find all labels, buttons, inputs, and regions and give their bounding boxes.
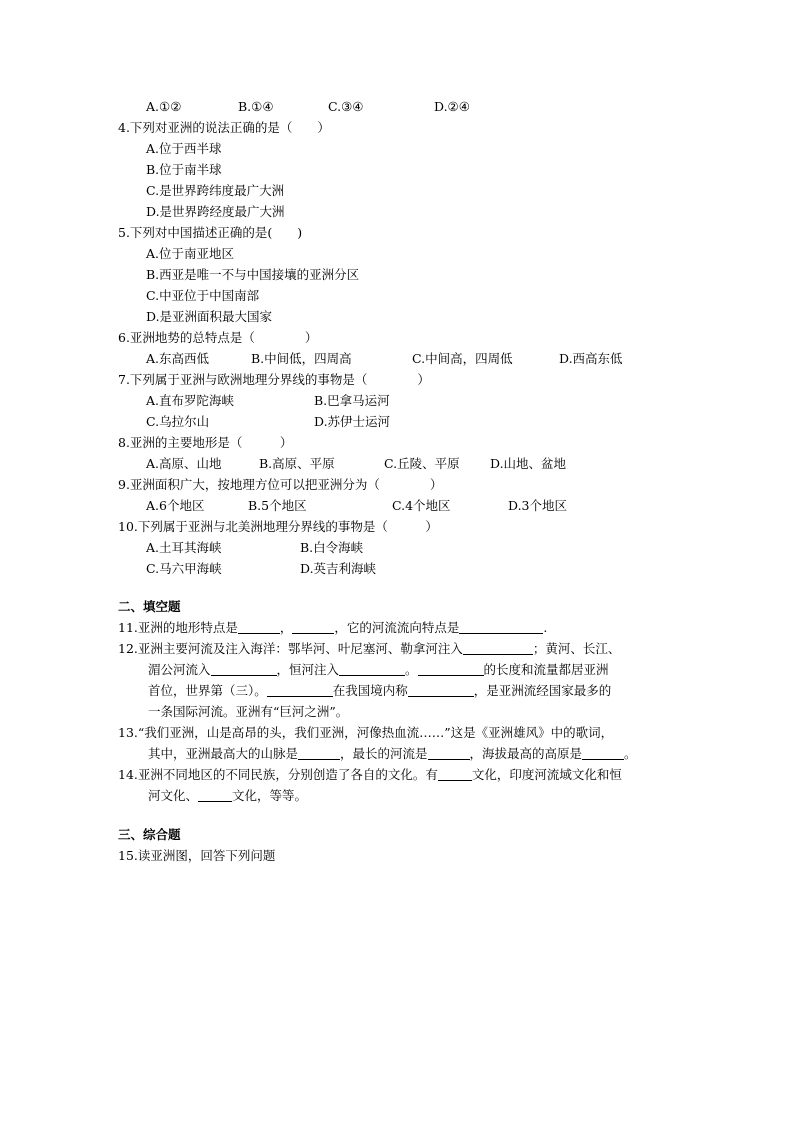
- answer-blank[interactable]: [267, 682, 333, 697]
- answer-blank[interactable]: [238, 619, 280, 634]
- option-d: D.是亚洲面积最大国家: [146, 309, 273, 324]
- question-text: 的长度和流量都居亚洲: [483, 662, 609, 677]
- question-10-stem: 10.下列属于亚洲与北美洲地理分界线的事物是（ ）: [118, 519, 438, 534]
- question-13-line-1: 13.“我们亚洲，山是高昂的头，我们亚洲，河像热血流……”这是《亚洲雄风》中的歌词，: [118, 725, 614, 740]
- question-7-stem: 7.下列属于亚洲与欧洲地理分界线的事物是（ ）: [118, 372, 430, 387]
- question-9-stem: 9.亚洲面积广大，按地理方位可以把亚洲分为（ ）: [118, 477, 443, 492]
- option-c: C.中间高，四周低: [412, 351, 513, 366]
- question-5-stem: 5.下列对中国描述正确的是( ): [118, 225, 303, 240]
- option-d: D.英吉利海峡: [300, 561, 377, 576]
- question-text: 河文化、: [148, 788, 199, 803]
- option-d: D.3个地区: [508, 498, 568, 513]
- question-3-options: [118, 96, 688, 117]
- section-title: 二、填空题: [118, 599, 181, 614]
- question-7-options-row-1: [118, 390, 688, 411]
- question-14-line-1: [118, 764, 688, 785]
- answer-blank[interactable]: [438, 766, 472, 781]
- question-15-stem: 15.读亚洲图，回答下列问题: [118, 848, 276, 863]
- question-text: .: [543, 620, 548, 635]
- option-row: [118, 96, 688, 117]
- question-text: ，恒河注入: [276, 662, 340, 677]
- question-text: 11.亚洲的地形特点是: [118, 620, 238, 635]
- question-10-options-row-1: [118, 537, 688, 558]
- question-text: 。: [624, 746, 637, 761]
- answer-blank[interactable]: [459, 619, 543, 634]
- question-text: ，海拔最高的高原是: [469, 746, 583, 761]
- option-c: C.4个地区: [392, 498, 451, 513]
- question-7-options-row-2: [118, 411, 688, 432]
- answer-blank[interactable]: [463, 640, 533, 655]
- question-8-stem: 8.亚洲的主要地形是（ ）: [118, 435, 293, 450]
- option-b: B.位于南半球: [146, 162, 222, 177]
- option-b: B.白令海峡: [300, 540, 364, 555]
- option-c: C.乌拉尔山: [146, 414, 210, 429]
- option-a: A.直布罗陀海峡: [146, 393, 235, 408]
- question-text: 其中，亚洲最高大的山脉是: [148, 746, 299, 761]
- option-c: C.中亚位于中国南部: [146, 288, 260, 303]
- question-12-line-1: [118, 638, 688, 659]
- question-text: 文化，印度河流域文化和恒: [471, 767, 622, 782]
- option-c: C.丘陵、平原: [384, 456, 460, 471]
- answer-blank[interactable]: [582, 745, 624, 760]
- answer-blank[interactable]: [211, 661, 277, 676]
- option-a: A.位于南亚地区: [146, 246, 235, 261]
- option-b: B.①④: [238, 99, 274, 114]
- option-b: B.中间低，四周高: [251, 351, 352, 366]
- answer-blank[interactable]: [408, 682, 474, 697]
- option-b: B.西亚是唯一不与中国接壤的亚洲分区: [146, 267, 360, 282]
- option-d: D.山地、盆地: [490, 456, 567, 471]
- fill-in-section: [118, 596, 688, 806]
- option-a: A.①②: [146, 99, 182, 114]
- question-text: ，: [279, 620, 293, 635]
- question-text: 12.亚洲主要河流及注入海洋：鄂毕河、叶尼塞河、勒拿河注入: [118, 641, 463, 656]
- question-text: 。: [405, 662, 418, 677]
- answer-blank[interactable]: [418, 661, 484, 676]
- comprehensive-section: [118, 824, 688, 866]
- question-text: 首位，世界第（三）。: [148, 683, 267, 698]
- question-6-options: [118, 348, 688, 369]
- question-10-options-row-2: [118, 558, 688, 579]
- option-b: B.巴拿马运河: [314, 393, 390, 408]
- question-13-line-2: [118, 743, 688, 764]
- question-text: ，最长的河流是: [340, 746, 428, 761]
- option-c: C.是世界跨纬度最广大洲: [146, 183, 285, 198]
- option-a: A.土耳其海峡: [146, 540, 222, 555]
- question-11: [118, 617, 688, 638]
- option-b: B.高原、平原: [259, 456, 335, 471]
- option-d: D.是世界跨经度最广大洲: [146, 204, 285, 219]
- question-9-options: [118, 495, 688, 516]
- question-text: ；黄河、长江、: [532, 641, 621, 656]
- question-12-line-3: [118, 680, 688, 701]
- answer-blank[interactable]: [292, 619, 334, 634]
- question-6-stem: 6.亚洲地势的总特点是（ ）: [118, 330, 318, 345]
- option-d: D.②④: [434, 99, 470, 114]
- question-text: ，它的河流流向特点是: [334, 620, 460, 635]
- question-text: 文化，等等。: [232, 788, 308, 803]
- question-text: ，是亚洲流经国家最多的: [473, 683, 612, 698]
- question-14-line-2: [118, 785, 688, 806]
- option-b: B.5个地区: [248, 498, 307, 513]
- answer-blank[interactable]: [198, 787, 232, 802]
- option-a: A.位于西半球: [146, 141, 222, 156]
- question-text: 湄公河流入: [148, 662, 211, 677]
- question-12-line-2: [118, 659, 688, 680]
- option-c: C.马六甲海峡: [146, 561, 222, 576]
- question-text: 14.亚洲不同地区的不同民族，分别创造了各自的文化。有: [118, 767, 438, 782]
- answer-blank[interactable]: [428, 745, 470, 760]
- question-12-line-4: 一条国际河流。亚洲有“巨河之洲”。: [148, 704, 349, 719]
- option-a: A.高原、山地: [146, 456, 222, 471]
- option-d: D.西高东低: [559, 351, 623, 366]
- option-d: D.苏伊士运河: [314, 414, 391, 429]
- question-8-options: [118, 453, 688, 474]
- section-title: 三、综合题: [118, 827, 181, 842]
- answer-blank[interactable]: [298, 745, 340, 760]
- option-c: C.③④: [328, 99, 364, 114]
- answer-blank[interactable]: [339, 661, 405, 676]
- option-a: A.6个地区: [146, 498, 205, 513]
- question-text: 在我国境内称: [332, 683, 408, 698]
- option-a: A.东高西低: [146, 351, 210, 366]
- multiple-choice-section: [118, 117, 688, 579]
- question-4-stem: 4.下列对亚洲的说法正确的是（ ）: [118, 120, 330, 135]
